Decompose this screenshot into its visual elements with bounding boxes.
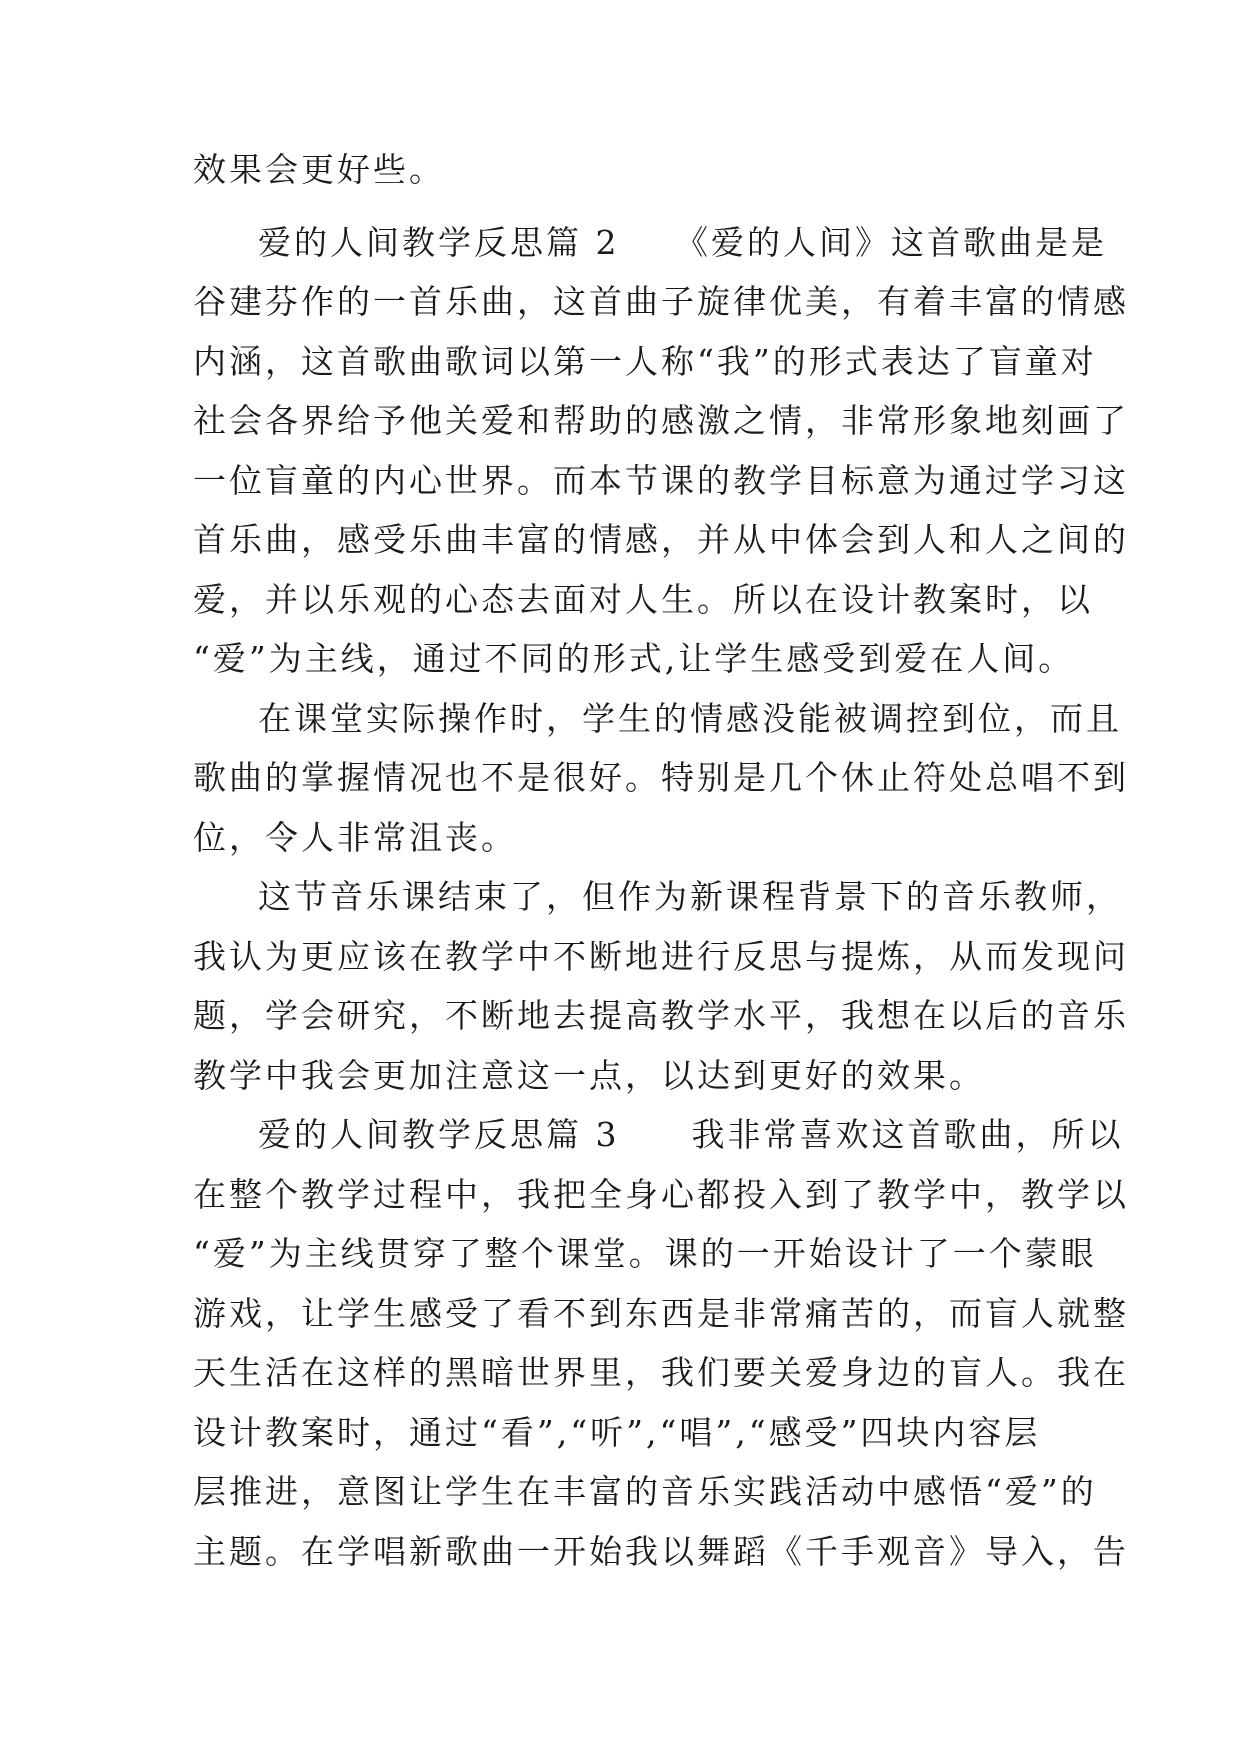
text-line: 设计教案时，通过“看”,“听”,“唱”,“感受”四块内容层 [193,1413,1041,1452]
text-line: “爱”为主线，通过不同的形式,让学生感受到爱在人间。 [193,639,1075,678]
text-line: 歌曲的掌握情况也不是很好。特别是几个休止符处总唱不到 [193,758,1129,797]
text-line: 题，学会研究，不断地去提高教学水平，我想在以后的音乐 [193,996,1129,1035]
text-line: 社会各界给予他关爱和帮助的感激之情，非常形象地刻画了 [193,401,1129,440]
text-line: 内涵，这首歌曲歌词以第一人称“我”的形式表达了盲童对 [193,342,1097,381]
text-line: “爱”为主线贯穿了整个课堂。课的一开始设计了一个蒙眼 [193,1234,1097,1273]
text-line: 教学中我会更加注意这一点，以达到更好的效果。 [193,1056,985,1095]
text-line: 效果会更好些。 [193,150,445,189]
text-line: 主题。在学唱新歌曲一开始我以舞蹈《千手观音》导入，告 [193,1532,1129,1571]
text-line: 一位盲童的内心世界。而本节课的教学目标意为通过学习这 [193,461,1129,500]
text-line: 层推进，意图让学生在丰富的音乐实践活动中感悟“爱”的 [193,1472,1097,1511]
text-line: 爱的人间教学反思篇 3 我非常喜欢这首歌曲，所以 [258,1115,1124,1154]
text-line: 这节音乐课结束了，但作为新课程背景下的音乐教师， [258,877,1122,916]
text-line: 爱，并以乐观的心态去面对人生。所以在设计教案时，以 [193,580,1093,619]
text-line: 游戏，让学生感受了看不到东西是非常痛苦的，而盲人就整 [193,1294,1129,1333]
text-line: 在整个教学过程中，我把全身心都投入到了教学中，教学以 [193,1175,1129,1214]
text-line: 天生活在这样的黑暗世界里，我们要关爱身边的盲人。我在 [193,1353,1129,1392]
text-line: 我认为更应该在教学中不断地进行反思与提炼，从而发现问 [193,937,1129,976]
text-line: 首乐曲，感受乐曲丰富的情感，并从中体会到人和人之间的 [193,520,1129,559]
text-line: 谷建芬作的一首乐曲，这首曲子旋律优美，有着丰富的情感 [193,282,1129,321]
text-line: 位，令人非常沮丧。 [193,818,517,857]
text-line: 在课堂实际操作时，学生的情感没能被调控到位，而且 [258,699,1122,738]
text-line: 爱的人间教学反思篇 2 《爱的人间》这首歌曲是是 [258,223,1107,262]
